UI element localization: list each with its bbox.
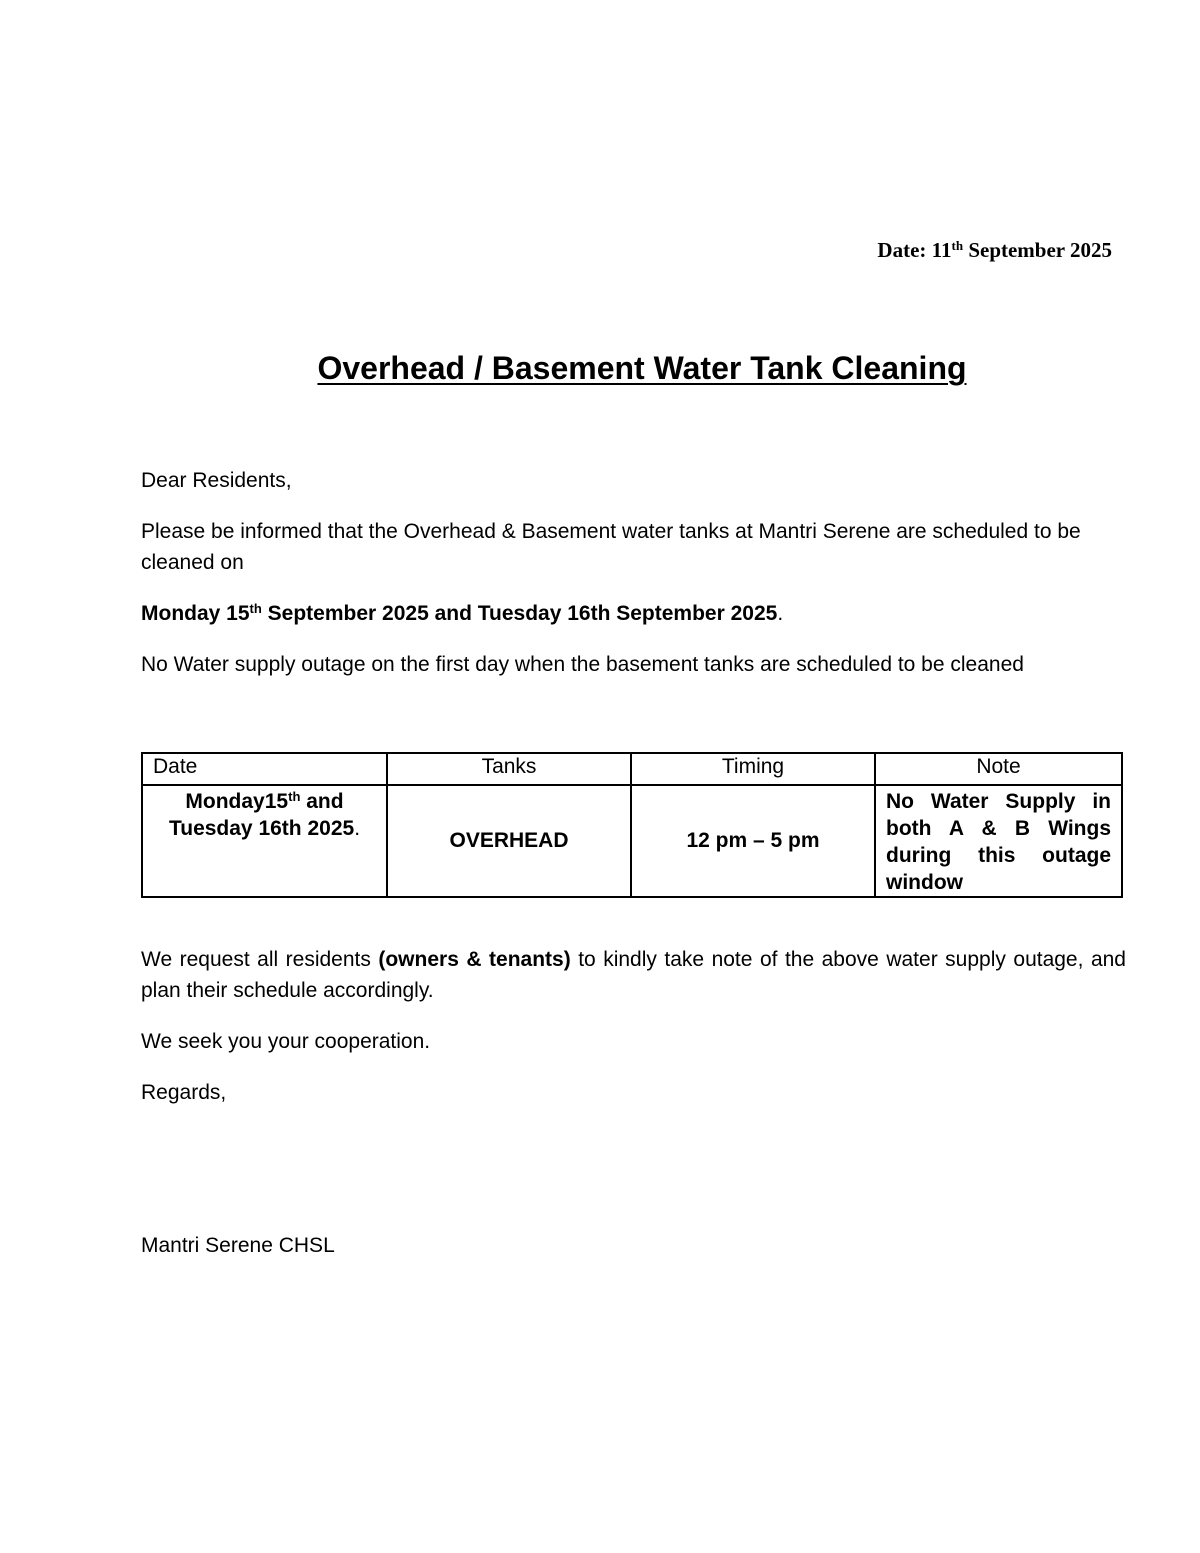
request-after: to kindly take note of the above water supply outage, and plan their schedule accordingly. xyxy=(141,948,1126,1002)
cooperation-line: We seek you your cooperation. xyxy=(141,1030,431,1053)
cell-date-ordinal-suffix: th xyxy=(288,788,301,804)
notice-title: Overhead / Basement Water Tank Cleaning xyxy=(317,350,967,386)
schedule-table xyxy=(141,752,1123,898)
closing: Regards, xyxy=(141,1081,227,1104)
salutation: Dear Residents, xyxy=(141,469,292,492)
request-paragraph xyxy=(141,944,1126,1006)
cell-date-part2: and Tuesday 16th 2025 xyxy=(168,790,355,840)
signature: Mantri Serene CHSL xyxy=(141,1234,335,1257)
header-date: Date xyxy=(142,753,387,785)
cell-date xyxy=(142,785,387,897)
cell-timing: 12 pm – 5 pm xyxy=(631,785,875,897)
dates-period: . xyxy=(777,602,784,625)
request-before: We request all residents xyxy=(141,948,379,971)
cell-date-part1: Monday15 xyxy=(185,790,289,813)
cell-tanks: OVERHEAD xyxy=(387,785,631,897)
header-tanks: Tanks xyxy=(387,753,631,785)
cell-note: No Water Supply in both A & B Wings during this outage window xyxy=(875,785,1122,897)
table-row xyxy=(142,785,1122,897)
no-outage-note: No Water supply outage on the first day when the basement tanks are scheduled to be cleaned xyxy=(141,653,1024,676)
request-owners-tenants: (owners & tenants) xyxy=(378,948,571,971)
intro-paragraph: Please be informed that the Overhead & Basement water tanks at Mantri Serene are scheduled to be cleaned on xyxy=(141,520,1081,574)
cleaning-dates xyxy=(141,598,1126,629)
cell-date-period: . xyxy=(354,817,361,840)
header-note: Note xyxy=(875,753,1122,785)
date-prefix: Date: 11 xyxy=(877,238,952,262)
dates-ordinal-suffix: th xyxy=(249,600,262,616)
date-month-year: September 2025 xyxy=(963,238,1112,262)
dates-part1: Monday 15 xyxy=(141,602,250,625)
dates-part2: September 2025 and Tuesday 16th September 2025 xyxy=(261,602,778,625)
header-timing: Timing xyxy=(631,753,875,785)
date-ordinal-suffix: th xyxy=(951,237,964,253)
table-header-row xyxy=(142,753,1122,785)
notice-date xyxy=(877,238,1112,263)
